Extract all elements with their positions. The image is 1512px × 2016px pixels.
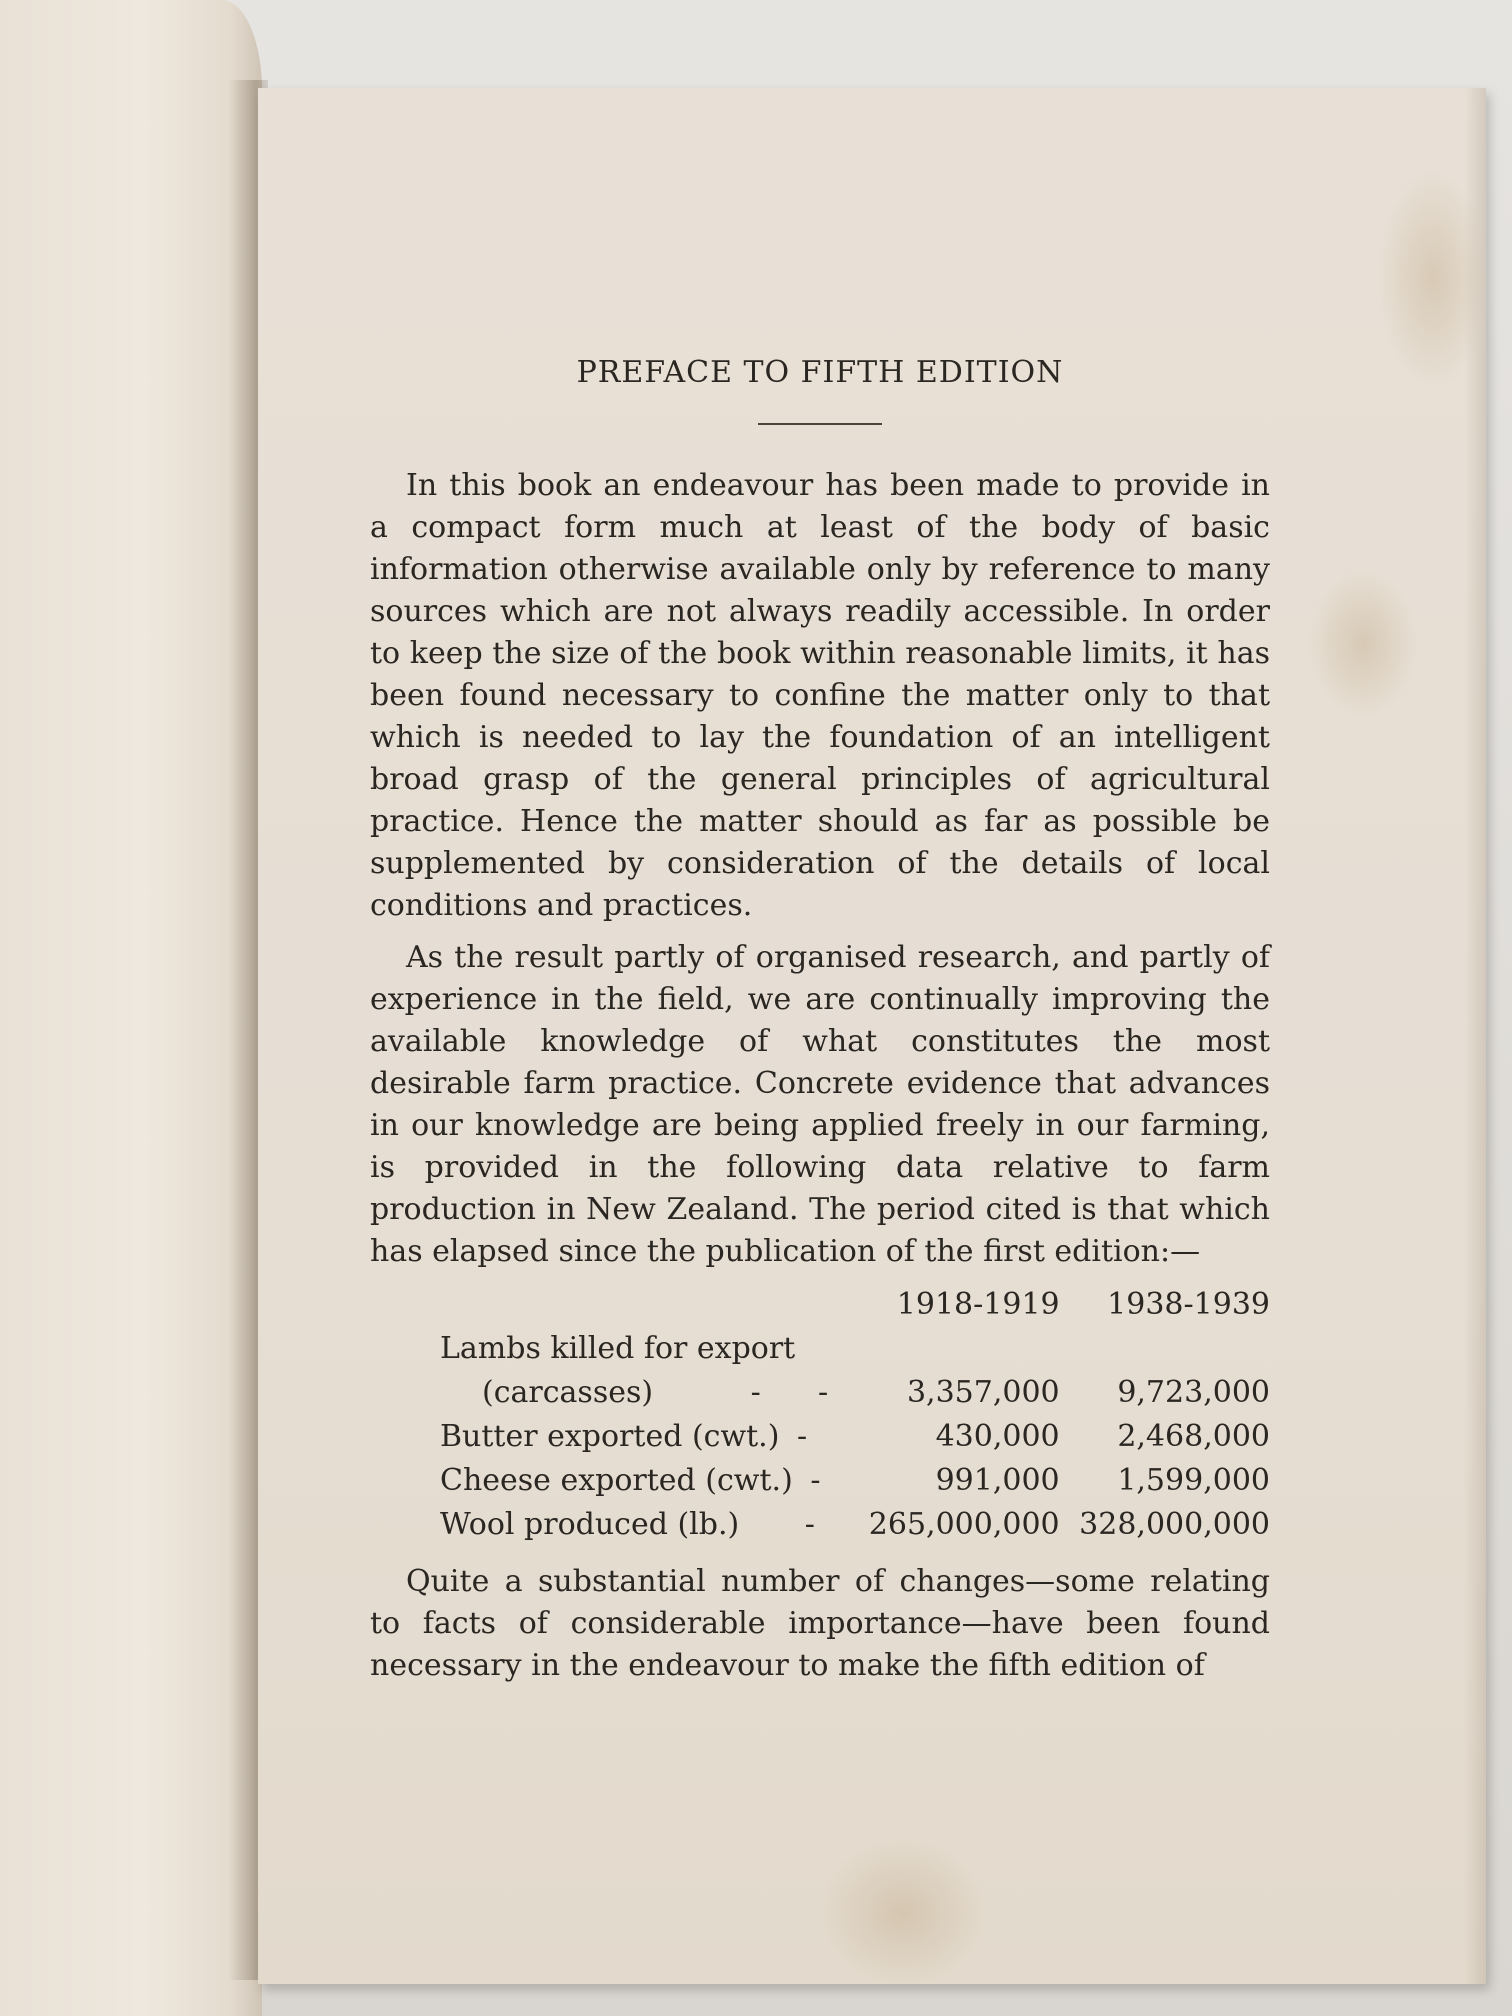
row-label: Cheese exported (cwt.) <box>440 1463 793 1498</box>
production-table <box>440 1283 1270 1547</box>
table-row <box>440 1459 1270 1503</box>
leader-dashes: - <box>810 1463 821 1498</box>
left-page <box>0 0 262 2016</box>
table-header-row <box>440 1283 1270 1327</box>
text-block <box>370 355 1270 1697</box>
foxing-stain <box>1308 568 1418 718</box>
table-cell: 9,723,000 <box>1117 1375 1270 1410</box>
paragraph-2: As the result partly of organised research, and partly of experience in the field, we are continually improving the available knowledge of what constitutes the most desirable farm practice. Concrete evidence that advances in our knowledge are being applied freely in our farming, is provided in the following data relative to farm production in New Zealand. The period cited is that which has elapsed since the publication of the first edition:— <box>370 940 1270 1269</box>
row-label: Lambs killed for export <box>440 1331 796 1366</box>
leader-dashes: - <box>804 1507 815 1542</box>
column-header: 1918-1919 <box>896 1287 1060 1322</box>
paragraph-3: Quite a substantial number of changes—some relating to facts of considerable importance—have been found necessary in the endeavour to make the fifth edition of <box>370 1564 1270 1683</box>
title-rule <box>758 423 882 425</box>
foxing-stain <box>818 1838 988 1988</box>
page-edge <box>1464 88 1486 1984</box>
table-cell: 991,000 <box>935 1463 1060 1498</box>
table-row <box>440 1371 1270 1415</box>
row-label: Wool produced (lb.) <box>440 1507 740 1542</box>
leader-dashes: - <box>796 1419 808 1454</box>
table-cell: 265,000,000 <box>868 1507 1060 1542</box>
table-cell: 328,000,000 <box>1079 1507 1270 1542</box>
table-row <box>440 1503 1270 1547</box>
table-cell: 3,357,000 <box>906 1375 1060 1410</box>
paragraph-1: In this book an endeavour has been made to provide in a compact form much at least of the body of basic information otherwise available only by reference to many sources which are not always readily accessible. In order to keep the size of the book within reasonable limits, it has been found necessary to confine the matter only to that which is needed to lay the foundation of an intelligent broad grasp of the general principles of agricultural practice. Hence the matter should as far as possible be supplemented by consideration of the details of local conditions and practices. <box>370 468 1270 923</box>
table-cell: 430,000 <box>935 1419 1060 1454</box>
column-header: 1938-1939 <box>1107 1287 1270 1322</box>
table-cell: 2,468,000 <box>1117 1419 1270 1454</box>
table-cell: 1,599,000 <box>1117 1463 1270 1498</box>
leader-dashes: - - <box>750 1375 829 1410</box>
page-title: PREFACE TO FIFTH EDITION <box>576 355 1064 390</box>
table-row <box>440 1415 1270 1459</box>
row-label: Butter exported (cwt.) <box>440 1419 780 1454</box>
row-label-continued: (carcasses) <box>482 1375 654 1410</box>
table-row <box>440 1327 1270 1371</box>
